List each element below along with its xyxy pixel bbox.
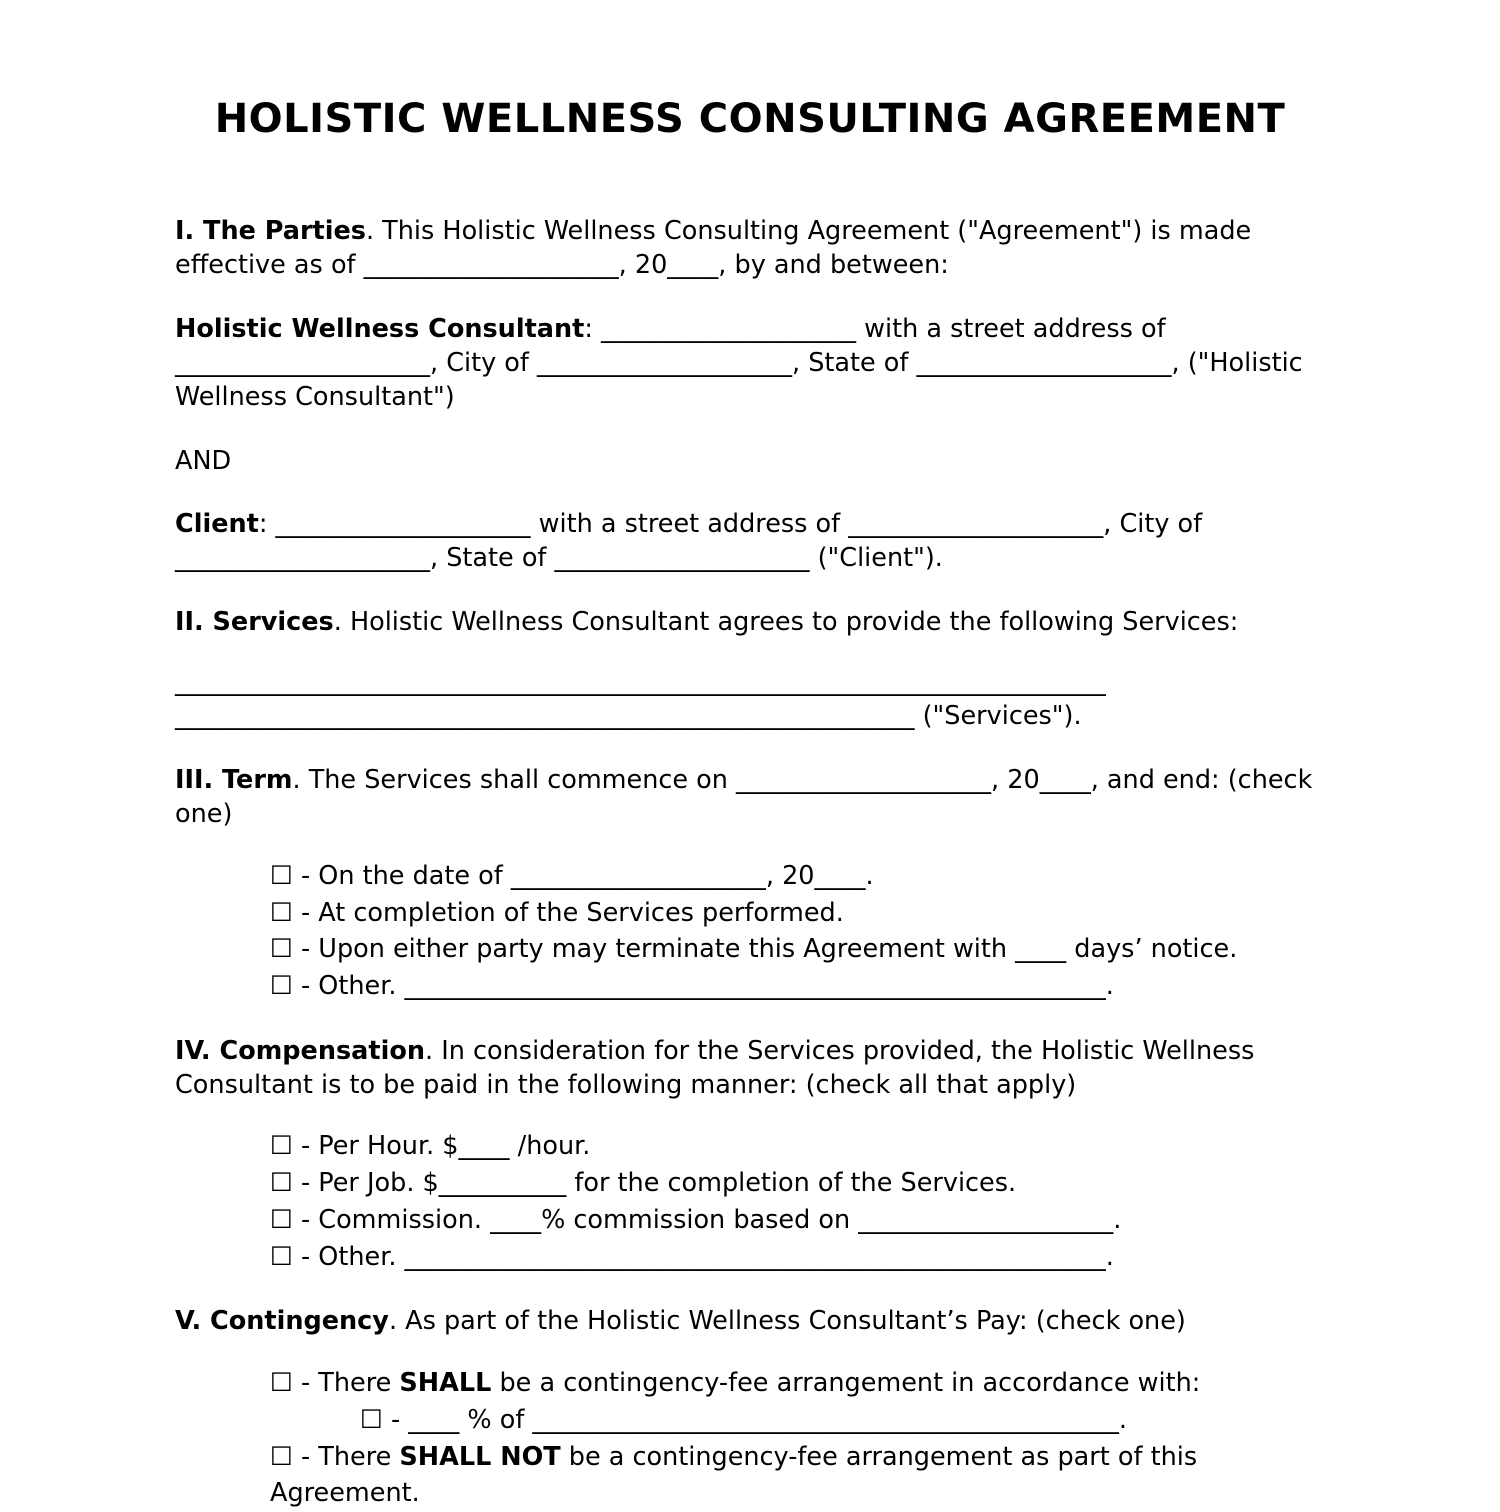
services-blank-lines <box>175 666 1325 734</box>
section-services-body: . Holistic Wellness Consultant agrees to provide the following Services: <box>333 607 1239 638</box>
section-services-heading: II. Services <box>175 607 334 638</box>
compensation-option-4[interactable]: ☐ - Other. _______________________________________________________. <box>270 1241 1114 1272</box>
section-parties-body: . This Holistic Wellness Consulting Agreement ("Agreement") is made effective as of ____________________, 20____, by and between: <box>175 216 1252 280</box>
section-contingency <box>175 1305 1325 1339</box>
services-blank-line-1: _________________________________________________________________________ <box>175 667 1106 698</box>
contingency-shall-not-emphasis: SHALL NOT <box>399 1441 561 1472</box>
party-client <box>175 508 1325 576</box>
section-contingency-body: . As part of the Holistic Wellness Consultant’s Pay: (check one) <box>388 1306 1186 1337</box>
section-term-body: . The Services shall commence on ____________________, 20____, and end: (check one) <box>175 764 1313 829</box>
compensation-option-3[interactable]: ☐ - Commission. ____% commission based on ____________________. <box>270 1204 1122 1235</box>
section-term-heading: III. Term <box>175 764 293 795</box>
term-option-1[interactable]: ☐ - On the date of ____________________, 20____. <box>270 860 874 891</box>
services-blank-suffix: ("Services"). <box>914 701 1082 732</box>
contingency-options <box>175 1365 1325 1512</box>
section-services <box>175 606 1325 640</box>
party-consultant-label: Holistic Wellness Consultant <box>175 313 585 344</box>
contingency-shall-prefix: ☐ - There <box>270 1368 400 1399</box>
compensation-option-2[interactable]: ☐ - Per Job. $__________ for the completion of the Services. <box>270 1168 1017 1199</box>
section-contingency-heading: V. Contingency <box>175 1306 389 1337</box>
contingency-option-shall[interactable] <box>175 1365 1325 1402</box>
term-option-2[interactable]: ☐ - At completion of the Services performed. <box>270 897 844 928</box>
contingency-shall-emphasis: SHALL <box>399 1368 492 1399</box>
contingency-shall-not-suffix: be a contingency-fee arrangement as part of this Agreement. <box>270 1441 1198 1509</box>
spacer <box>175 1005 1325 1035</box>
party-conjunction: AND <box>175 445 232 476</box>
contingency-shall-suffix: be a contingency-fee arrangement in accordance with: <box>491 1368 1201 1399</box>
compensation-options <box>175 1128 1325 1275</box>
compensation-option-1[interactable]: ☐ - Per Hour. $____ /hour. <box>270 1131 591 1162</box>
contingency-shall-not-prefix: ☐ - There <box>270 1441 400 1472</box>
party-consultant <box>175 313 1325 415</box>
party-client-label: Client <box>175 509 259 540</box>
page-title: HOLISTIC WELLNESS CONSULTING AGREEMENT <box>214 96 1286 142</box>
section-parties <box>175 215 1325 283</box>
party-consultant-body: : ____________________ with a street address of ____________________, City of ____________________, State of ____________________, ("Holistic Wellness Consultant") <box>175 313 1303 412</box>
term-option-4[interactable]: ☐ - Other. _______________________________________________________. <box>270 970 1114 1001</box>
party-client-body: : ____________________ with a street address of ____________________, City of ____________________, State of ____________________ ("Client"). <box>175 509 1203 574</box>
term-options <box>175 858 1325 1005</box>
section-compensation-heading: IV. Compensation <box>175 1035 425 1066</box>
section-parties-heading: I. The Parties <box>175 216 366 246</box>
section-compensation <box>175 1035 1325 1103</box>
term-option-3[interactable]: ☐ - Upon either party may terminate this Agreement with ____ days’ notice. <box>270 934 1238 965</box>
spacer-2 <box>175 1275 1325 1305</box>
contingency-option-shall-sub[interactable]: ☐ - ____ % of ______________________________________________. <box>360 1404 1128 1435</box>
section-compensation-body: . In consideration for the Services provided, the Holistic Wellness Consultant is to be paid in the following manner: (check all that apply) <box>175 1035 1255 1100</box>
services-blank-line-2: __________________________________________________________ <box>175 701 915 732</box>
section-term <box>175 764 1325 832</box>
contingency-option-shall-not[interactable] <box>175 1439 1325 1512</box>
